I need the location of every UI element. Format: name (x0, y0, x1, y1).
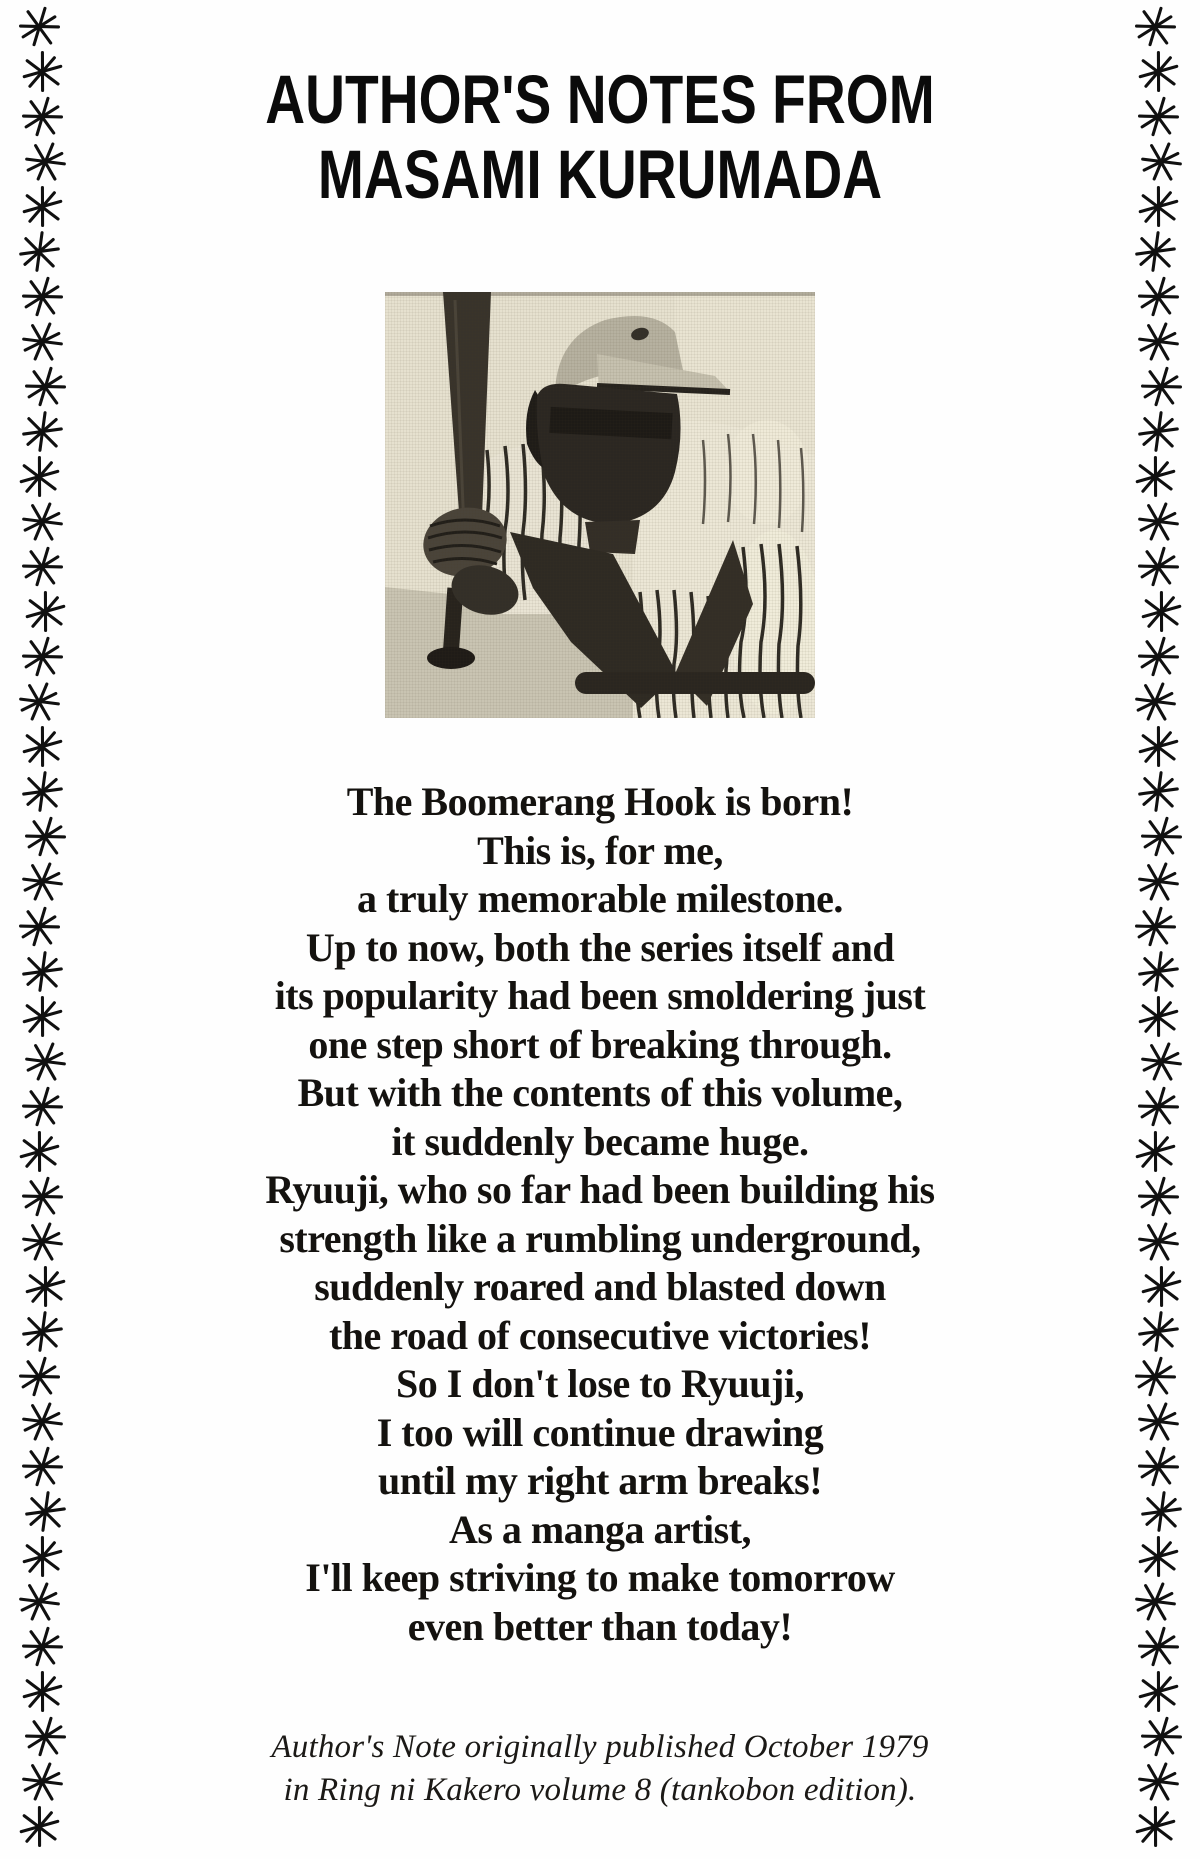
body-line: until my right arm breaks! (377, 1458, 823, 1503)
asterisk-icon (1136, 1309, 1181, 1354)
asterisk-icon (20, 1624, 65, 1669)
asterisk-icon (17, 1804, 62, 1849)
asterisk-icon (20, 544, 65, 589)
asterisk-icon (20, 94, 65, 139)
asterisk-icon (1139, 364, 1184, 409)
right-asterisk-border (1133, 4, 1183, 1849)
left-asterisk-border (17, 4, 67, 1849)
body-line: Up to now, both the series itself and (305, 924, 895, 970)
asterisk-icon (17, 679, 62, 724)
asterisk-icon (23, 1264, 68, 1309)
asterisk-icon (1136, 1624, 1181, 1669)
asterisk-icon (1136, 1444, 1181, 1489)
asterisk-icon (1133, 904, 1178, 949)
content-column (80, 0, 1120, 1812)
asterisk-icon (1133, 1354, 1178, 1399)
asterisk-icon (20, 1174, 65, 1219)
asterisk-icon (1139, 139, 1184, 184)
asterisk-icon (1136, 949, 1181, 994)
asterisk-icon (20, 1534, 65, 1579)
body-text (80, 778, 1120, 1651)
body-line: I'll keep striving to make tomorrow (305, 1555, 895, 1600)
asterisk-icon (17, 1354, 62, 1399)
asterisk-icon (20, 49, 65, 94)
asterisk-icon (23, 1714, 68, 1759)
asterisk-icon (1133, 4, 1178, 49)
asterisk-icon (20, 1084, 65, 1129)
asterisk-icon (20, 724, 65, 769)
asterisk-icon (20, 319, 65, 364)
footnote-line: in Ring ni Kakero volume 8 (tankobon edition). (283, 1772, 917, 1808)
asterisk-icon (23, 1489, 68, 1534)
asterisk-icon (1133, 454, 1178, 499)
author-photo (385, 292, 815, 718)
body-line: Ryuuji, who so far had been building his (265, 1167, 935, 1212)
asterisk-icon (1136, 1669, 1181, 1714)
asterisk-icon (1136, 544, 1181, 589)
asterisk-icon (23, 589, 68, 634)
asterisk-icon (1136, 994, 1181, 1039)
asterisk-icon (1139, 814, 1184, 859)
asterisk-icon (1136, 94, 1181, 139)
asterisk-icon (1136, 1759, 1181, 1804)
asterisk-icon (1136, 769, 1181, 814)
asterisk-icon (23, 364, 68, 409)
asterisk-icon (20, 274, 65, 319)
asterisk-icon (1136, 1084, 1181, 1129)
asterisk-icon (1139, 1039, 1184, 1084)
asterisk-icon (1139, 589, 1184, 634)
asterisk-icon (17, 1129, 62, 1174)
asterisk-icon (1136, 274, 1181, 319)
asterisk-icon (20, 499, 65, 544)
body-line: even better than today! (407, 1603, 793, 1649)
body-line: a truly memorable milestone. (357, 876, 843, 921)
body-line: The Boomerang Hook is born! (346, 779, 854, 824)
asterisk-icon (20, 1759, 65, 1804)
asterisk-icon (20, 1219, 65, 1264)
asterisk-icon (1136, 319, 1181, 364)
asterisk-icon (1139, 1489, 1184, 1534)
asterisk-icon (1136, 1219, 1181, 1264)
asterisk-icon (1133, 1129, 1178, 1174)
title-line-1: AUTHOR'S NOTES FROM (265, 61, 935, 138)
asterisk-icon (1136, 184, 1181, 229)
body-line: I too will continue drawing (376, 1409, 824, 1455)
body-line: But with the contents of this volume, (297, 1070, 903, 1115)
asterisk-icon (1139, 1264, 1184, 1309)
author-photo-illustration (385, 292, 815, 718)
asterisk-icon (1139, 1714, 1184, 1759)
asterisk-icon (20, 1444, 65, 1489)
asterisk-icon (20, 994, 65, 1039)
asterisk-icon (1136, 1174, 1181, 1219)
asterisk-icon (1136, 634, 1181, 679)
asterisk-icon (20, 634, 65, 679)
asterisk-icon (23, 139, 68, 184)
asterisk-icon (1133, 1579, 1178, 1624)
asterisk-icon (1136, 859, 1181, 904)
asterisk-icon (20, 1309, 65, 1354)
asterisk-icon (17, 1579, 62, 1624)
body-line: strength like a rumbling underground, (279, 1215, 921, 1261)
asterisk-icon (20, 859, 65, 904)
body-line: it suddenly became huge. (391, 1118, 809, 1164)
asterisk-icon (20, 184, 65, 229)
body-line: As a manga artist, (448, 1506, 752, 1552)
asterisk-icon (17, 229, 62, 274)
asterisk-icon (1136, 49, 1181, 94)
footnote (80, 1726, 1120, 1812)
body-line: So I don't lose to Ryuuji, (396, 1361, 804, 1406)
body-line: one step short of breaking through. (308, 1021, 892, 1067)
asterisk-icon (1133, 1804, 1178, 1849)
asterisk-icon (17, 904, 62, 949)
page-title (80, 62, 1120, 212)
body-line: its popularity had been smoldering just (274, 973, 926, 1018)
body-line: the road of consecutive victories! (328, 1312, 872, 1358)
asterisk-icon (1136, 1534, 1181, 1579)
asterisk-icon (20, 949, 65, 994)
asterisk-icon (20, 409, 65, 454)
asterisk-icon (17, 4, 62, 49)
asterisk-icon (20, 1669, 65, 1714)
asterisk-icon (23, 1039, 68, 1084)
asterisk-icon (1133, 679, 1178, 724)
title-line-2: MASAMI KURUMADA (317, 136, 883, 213)
asterisk-icon (1136, 499, 1181, 544)
asterisk-icon (17, 454, 62, 499)
asterisk-icon (20, 769, 65, 814)
asterisk-icon (23, 814, 68, 859)
footnote-line: Author's Note originally published October 1979 (271, 1729, 929, 1765)
body-line: This is, for me, (477, 827, 723, 873)
asterisk-icon (1136, 1399, 1181, 1444)
asterisk-icon (1133, 229, 1178, 274)
asterisk-icon (1136, 409, 1181, 454)
body-line: suddenly roared and blasted down (314, 1264, 886, 1309)
asterisk-icon (1136, 724, 1181, 769)
asterisk-icon (20, 1399, 65, 1444)
